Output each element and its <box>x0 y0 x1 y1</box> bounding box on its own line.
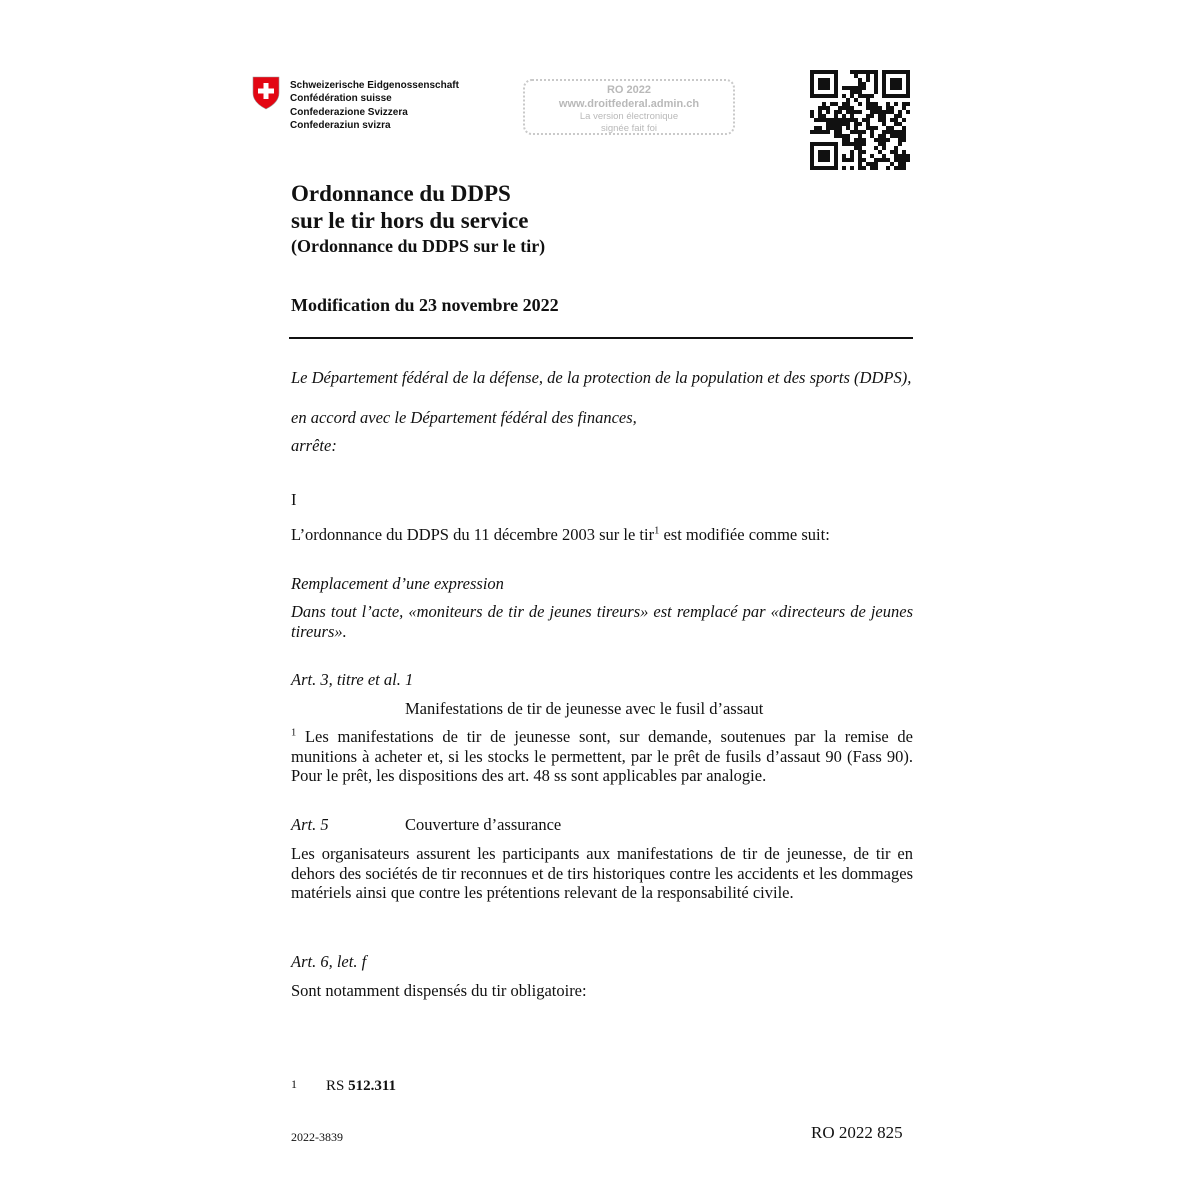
footnote-number: 1 <box>291 1077 297 1091</box>
modification-date: Modification du 23 novembre 2022 <box>291 295 559 315</box>
confederation-name-rm: Confederaziun svizra <box>290 119 391 131</box>
publication-stamp <box>523 79 735 135</box>
ro-reference: RO 2022 825 <box>811 1123 903 1142</box>
footnote-text <box>326 1078 396 1095</box>
art3-reference: Art. 3, titre et al. 1 <box>291 670 414 689</box>
preamble-agreement: en accord avec le Département fédéral des finances, <box>291 408 637 427</box>
title-line-2: sur le tir hors du service <box>291 208 529 233</box>
art6-reference: Art. 6, let. f <box>291 952 367 971</box>
art5-reference: Art. 5 <box>291 815 329 834</box>
footnote-marker: 1 <box>654 525 660 537</box>
replace-heading: Remplacement d’une expression <box>291 574 504 593</box>
art3-paragraph <box>291 727 913 786</box>
intro-text-end: est modifiée comme suit: <box>659 525 830 544</box>
stamp-ro: RO 2022 <box>606 84 652 96</box>
intro-paragraph <box>291 525 913 545</box>
art3-para-number: 1 <box>291 727 297 739</box>
confederation-name-it: Confederazione Svizzera <box>290 106 408 118</box>
preamble-department: Le Département fédéral de la défense, de la protection de la population et des sports (DDPS), <box>291 368 912 387</box>
stamp-signed: signée fait foi <box>601 123 657 134</box>
stamp-electronic: La version électronique <box>579 111 679 122</box>
art5-title: Couverture d’assurance <box>405 815 562 834</box>
replace-text: Dans tout l’acte, «moniteurs de tir de jeunes tireurs» est remplacé par «directeurs de jeunes tireurs». <box>291 602 913 641</box>
art6-text: Sont notamment dispensés du tir obligatoire: <box>291 981 587 1000</box>
title-line-1: Ordonnance du DDPS <box>291 181 511 206</box>
confederation-name-de: Schweizerische Eidgenossenschaft <box>290 80 459 91</box>
document-title <box>291 180 528 234</box>
intro-text: L’ordonnance du DDPS du 11 décembre 2003 sur le tir <box>291 525 655 544</box>
section-number: I <box>291 490 297 509</box>
footnote-ref: 512.311 <box>348 1078 397 1094</box>
swiss-coat-of-arms-icon <box>252 76 280 110</box>
stamp-url: www.droitfederal.admin.ch <box>558 98 700 110</box>
art5-text: Les organisateurs assurent les participants aux manifestations de tir de jeunesse, de tir en dehors des sociétés de tir reconnues et de tirs historiques contre les accidents et les dommages matériels ainsi que contre les prétentions relevant de la responsabilité civile. <box>291 844 913 902</box>
confederation-names <box>290 79 459 132</box>
preamble-decree: arrête: <box>291 436 337 455</box>
art3-title: Manifestations de tir de jeunesse avec le fusil d’assaut <box>405 699 764 718</box>
short-title: (Ordonnance du DDPS sur le tir) <box>291 236 546 256</box>
title-divider <box>289 337 913 339</box>
confederation-name-fr: Confédération suisse <box>290 93 392 105</box>
qr-code-icon <box>810 70 910 170</box>
footnote-prefix: RS <box>326 1078 345 1094</box>
art3-text: Les manifestations de tir de jeunesse sont, sur demande, soutenues par la remise de munitions à acheter et, si les stocks le permettent, par le prêt de fusils d’assaut 90 (Fass 90). Pour le prêt, les dispositions des art. 48 ss sont applicables par analogie. <box>291 727 913 785</box>
document-id: 2022-3839 <box>291 1130 343 1144</box>
